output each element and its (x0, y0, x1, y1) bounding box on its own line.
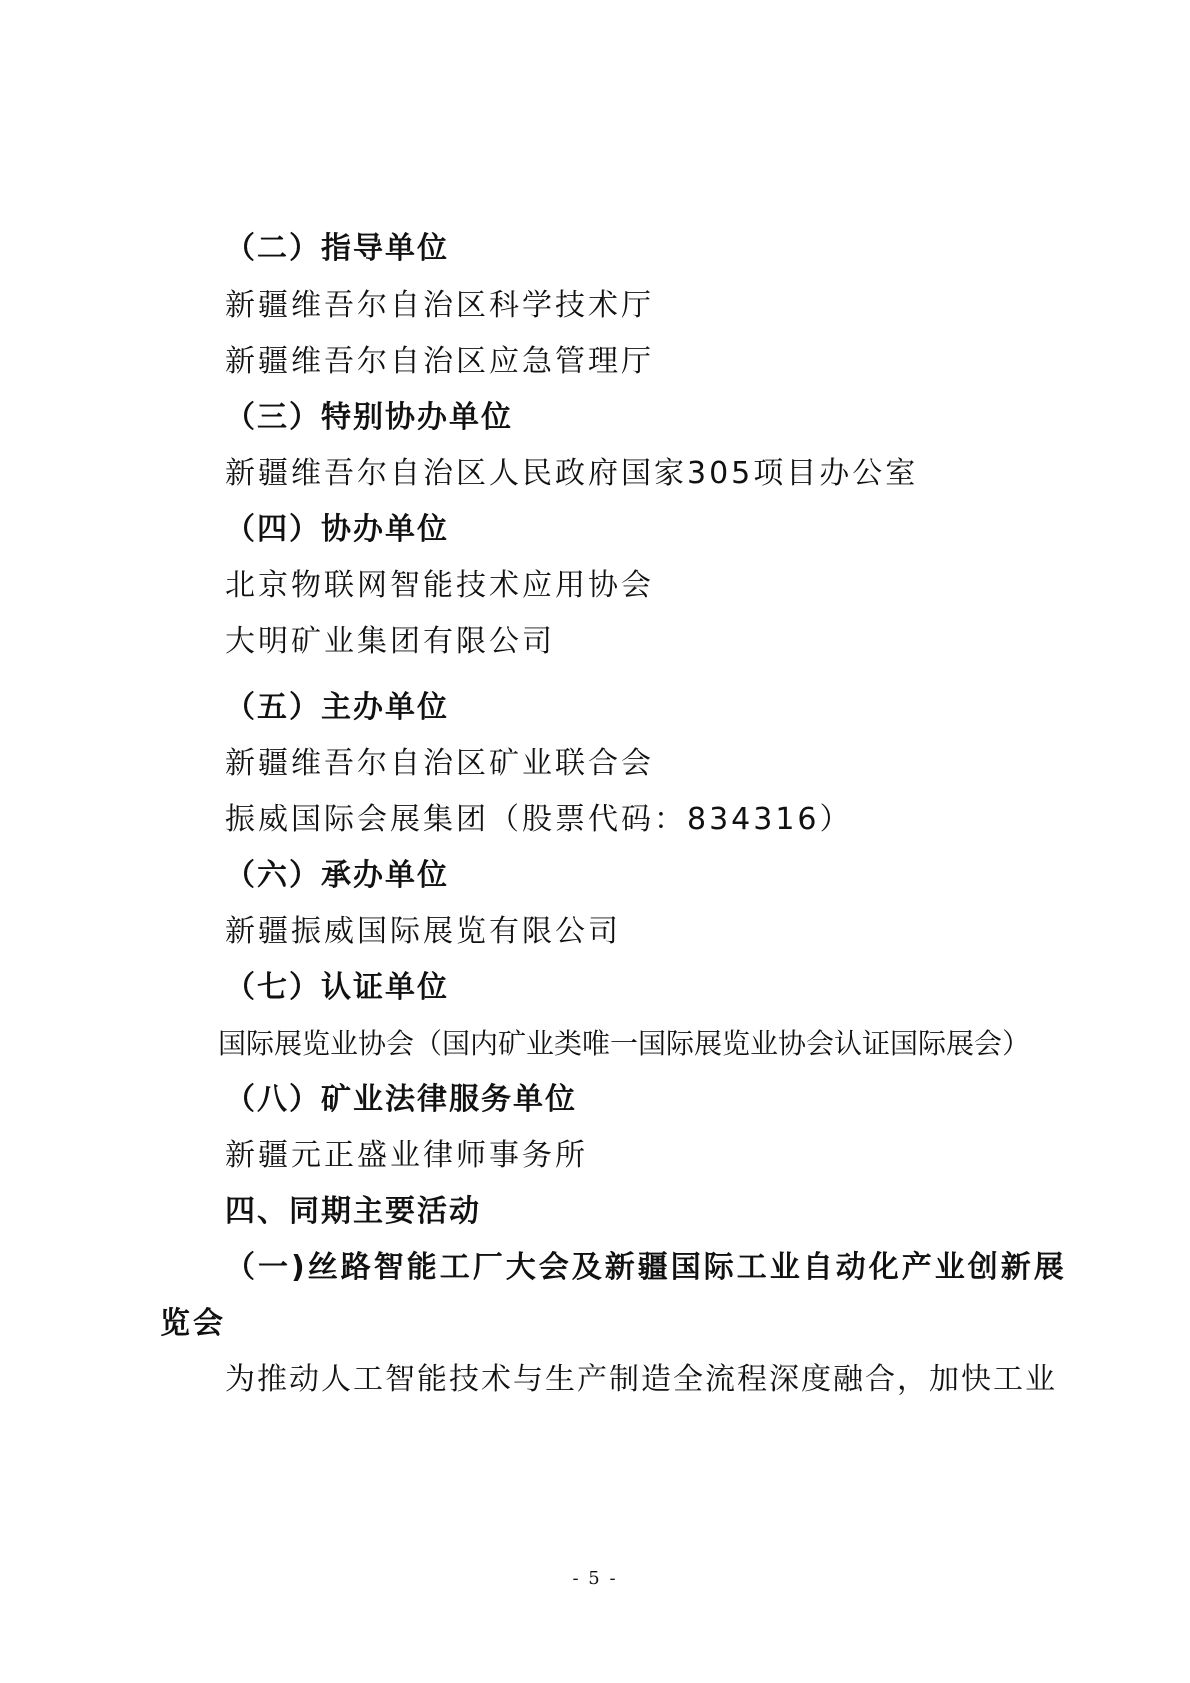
section-item: 振威国际会展集团（股票代码：834316） (225, 802, 853, 837)
section-item: 北京物联网智能技术应用协会 (225, 568, 654, 603)
section-item: 新疆元正盛业律师事务所 (225, 1138, 588, 1173)
section-item: 大明矿业集团有限公司 (225, 624, 555, 659)
section-item: 新疆维吾尔自治区应急管理厅 (225, 344, 654, 379)
section-heading-7: （七）认证单位 (225, 970, 449, 1005)
part-heading: 四、同期主要活动 (225, 1194, 481, 1229)
section-heading-4: （四）协办单位 (225, 512, 449, 547)
page-number: - 5 - (572, 1568, 618, 1589)
sub-heading-continued: 览会 (160, 1306, 226, 1341)
section-item: 新疆维吾尔自治区人民政府国家305项目办公室 (225, 456, 919, 491)
body-paragraph: 为推动人工智能技术与生产制造全流程深度融合，加快工业 (225, 1362, 1057, 1397)
section-item: 新疆维吾尔自治区科学技术厅 (225, 288, 654, 323)
section-heading-8: （八）矿业法律服务单位 (225, 1082, 577, 1117)
section-heading-2: （二）指导单位 (225, 231, 449, 266)
section-heading-5: （五）主办单位 (225, 690, 449, 725)
section-item: 国际展览业协会（国内矿业类唯一国际展览业协会认证国际展会） (218, 1027, 1031, 1060)
section-item: 新疆维吾尔自治区矿业联合会 (225, 746, 654, 781)
section-heading-3: （三）特别协办单位 (225, 400, 513, 435)
section-heading-6: （六）承办单位 (225, 858, 449, 893)
section-item: 新疆振威国际展览有限公司 (225, 914, 621, 949)
sub-heading: （一)丝路智能工厂大会及新疆国际工业自动化产业创新展 (225, 1250, 1067, 1285)
